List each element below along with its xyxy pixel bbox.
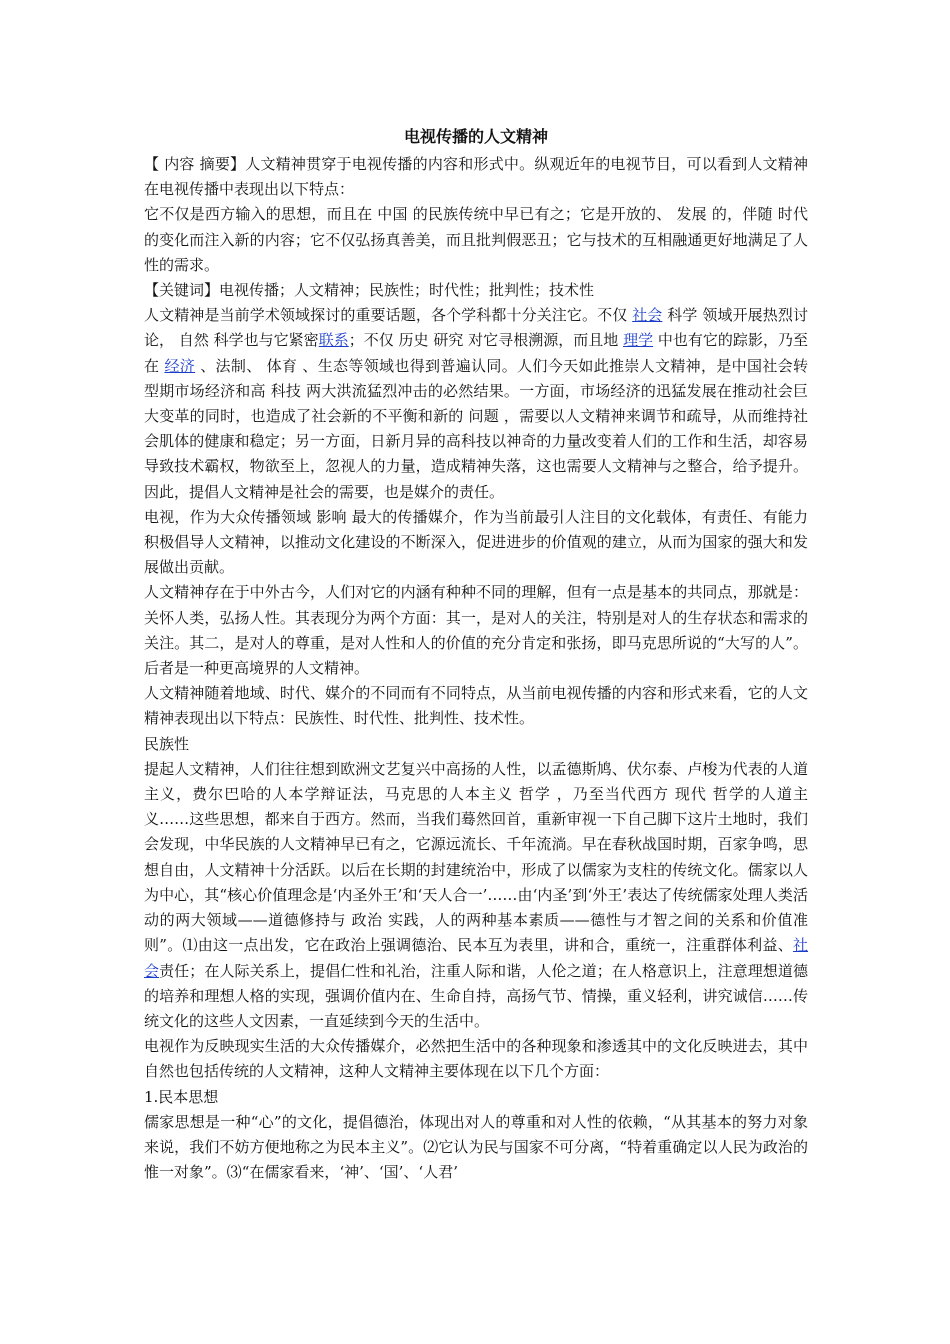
link-society[interactable]: 社会 (632, 306, 663, 325)
body-paragraph-3: 人文精神存在于中外古今，人们对它的内涵有种种不同的理解，但有一点是基本的共同点，那就是：关怀人类，弘扬人性。其表现分为两个方面：其一，是对人的关注，特别是对人的生存状态和需求的关注。其二，是对人的尊重，是对人性和人的价值的充分肯定和张扬，即马克思所说的“大写的人”。后者是一种更高境界的人文精神。 (144, 583, 808, 678)
link-connection[interactable]: 联系 (318, 331, 349, 350)
footnote-marker: ⑵ (423, 1137, 439, 1156)
keywords-line: 【关键词】电视传播；人文精神；民族性；时代性；批判性；技术性 (144, 281, 595, 300)
body-paragraph-1 (144, 303, 808, 505)
document-page (144, 124, 808, 1185)
abstract-paragraph: 【 内容 摘要】人文精神贯穿于电视传播的内容和形式中。纵观近年的电视节目，可以看到人文精神在电视传播中表现出以下特点： (144, 155, 808, 199)
body-paragraph-4: 人文精神随着地域、时代、媒介的不同而有不同特点，从当前电视传播的内容和形式来看，它的人文精神表现出以下特点：民族性、时代性、批判性、技术性。 (144, 684, 808, 728)
body-paragraph-7 (144, 1110, 808, 1186)
footnote-marker: ⑴ (182, 936, 198, 955)
section-heading-nationality: 民族性 (144, 734, 190, 753)
text-run: 人文精神是当前学术领域探讨的重要话题，各个学科都十分关注它。不仅 (144, 306, 633, 325)
text-run: 责任；在人际关系上，提倡仁性和礼治，注重人际和谐，人伦之道；在人格意识上，注意理想道德的培养和理想人格的实现，强调价值内在、生命自持，高扬气节、情操，重义轻利，讲究诚信……传统文化的这些人文因素，一直延续到今天的生活中。 (144, 961, 808, 1030)
link-economy[interactable]: 经济 (164, 356, 196, 375)
section-heading-people-oriented: 1.民本思想 (144, 1087, 219, 1106)
text-run: ；不仅 历史 研究 对它寻根溯源，而且地 (348, 331, 624, 350)
link-physics[interactable]: 理学 (623, 331, 654, 350)
text-run: 、法制、 体育 、生态等领域也得到普遍认同。人们今天如此推崇人文精神，是中国社会转型期市场经济和高 科技 两大洪流猛烈冲击的必然结果。一方面，市场经济的迅猛发展在推动社会巨大变革的同时，也造成了社会新的不平衡和新的 问题 ，需要以人文精神来调节和疏导，从而维持社会肌体的健康和稳定；另一方面，日新月异的高科技以神奇的力量改变着人们的工作和生活，却容易导致技术霸权，物欲至上，忽视人的力量，造成精神失落，这也需要人文精神与之整合，给予提升。因此，提倡人文精神是社会的需要，也是媒介的责任。 (144, 356, 808, 501)
text-run: 儒家思想是一种“心”的文化，提倡德治，体现出对人的尊重和对人性的依赖，“从其基本的努力对象来说，我们不妨方便地称之为民本主义”。 (144, 1112, 808, 1156)
text-run: 提起人文精神，人们往往想到欧洲文艺复兴中高扬的人性，以孟德斯鸠、伏尔泰、卢梭为代表的人道主义，费尔巴哈的人本学辩证法，马克思的人本主义 哲学 ，乃至当代西方 现代 哲学的人道主义……这些思想，都来自于西方。然而，当我们蓦然回首，重新审视一下自己脚下这片土地时，我们会发现，中华民族的人文精神早已有之，它源远流长、千年流淌。早在春秋战国时期，百家争鸣，思想自由，人文精神十分活跃。以后在长期的封建统治中，形成了以儒家为支柱的传统文化。儒家以人为中心，其“核心价值理念是‘内圣外王’和‘天人合一’……由‘内圣’到‘外王’表达了传统儒家处理人类活动的两大领域——道德修持与 政治 实践，人的两种基本素质——德性与才智之间的关系和价值准则”。 (144, 759, 808, 955)
text-run: 中也有它的踪影，乃至在 (144, 331, 808, 375)
body-paragraph-6: 电视作为反映现实生活的大众传播媒介，必然把生活中的各种现象和渗透其中的文化反映进去，其中自然也包括传统的人文精神，这种人文精神主要体现在以下几个方面： (144, 1037, 808, 1081)
body-paragraph-5 (144, 757, 808, 1034)
body-paragraph-2: 电视，作为大众传播领域 影响 最大的传播媒介，作为当前最引人注目的文化载体，有责任、有能力积极倡导人文精神，以推动文化建设的不断深入，促进进步的价值观的建立，从而为国家的强大和发展做出贡献。 (144, 507, 808, 577)
footnote-marker: ⑶ (226, 1163, 242, 1182)
text-run: 由这一点出发，它在政治上强调德治、民本互为表里，讲和合，重统一，注重群体利益、 (197, 936, 793, 955)
document-title: 电视传播的人文精神 (403, 127, 548, 146)
link-society-2[interactable]: 社会 (144, 936, 808, 980)
text-run: 它认为民与国家不可分离，“特着重确定以人民为政治的惟一对象”。 (144, 1137, 809, 1182)
text-run: “在儒家看来，‘神’、‘国’、‘人君’ (241, 1163, 458, 1182)
abstract-paragraph-continued: 它不仅是西方输入的思想，而且在 中国 的民族传统中早已有之；它是开放的、 发展 的，伴随 时代 的变化而注入新的内容；它不仅弘扬真善美，而且批判假恶丑；它与技术的互相融通更好地满足了人性的需求。 (144, 205, 808, 274)
text-run: 科学 领域开展热烈讨论， 自然 科学也与它紧密 (144, 306, 808, 350)
